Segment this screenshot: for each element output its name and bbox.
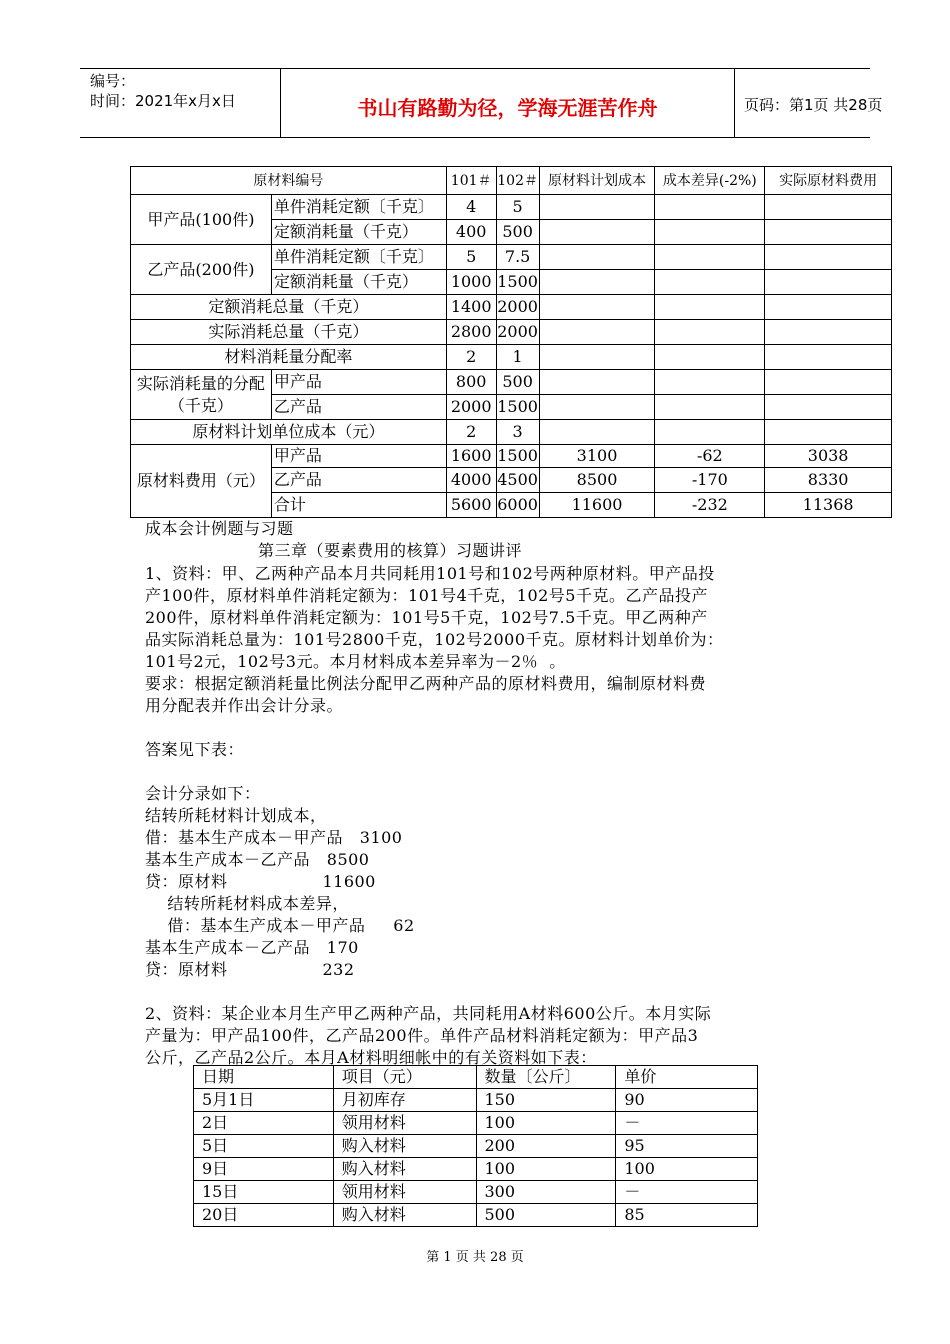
page-header: [80, 68, 883, 138]
cell: 3038: [765, 445, 892, 468]
header-left: [80, 69, 280, 137]
paragraph-line: 200件，原材料单件消耗定额为：101号5千克，102号7.5千克。甲乙两种产: [145, 608, 708, 627]
cell: 领用材料: [333, 1112, 476, 1135]
row-label: 原材料计划单位成本（元）: [131, 420, 447, 445]
cell: 5月1日: [194, 1089, 334, 1112]
cell: 8500: [539, 468, 655, 493]
header-cell: 102＃: [496, 167, 539, 195]
cell: 4: [446, 195, 496, 220]
cell: 5600: [446, 493, 496, 518]
paragraph-line: 用分配表并作出会计分录。: [145, 696, 344, 715]
table-row: [131, 320, 892, 345]
material-allocation-table: [130, 166, 892, 518]
cell: 7.5: [496, 245, 539, 270]
table-row: [131, 345, 892, 370]
header-right: [734, 69, 883, 137]
header-cell: 原材料编号: [131, 167, 447, 195]
row-label: 定额消耗量（千克）: [271, 270, 446, 295]
row-label: 定额消耗量（千克）: [271, 220, 446, 245]
cell: 领用材料: [333, 1181, 476, 1204]
table-row: [194, 1135, 758, 1158]
row-label: 乙产品: [271, 468, 446, 493]
row-label: 定额消耗总量（千克）: [131, 295, 447, 320]
motto: 书山有路勤为径，学海无涯苦作舟: [357, 96, 658, 120]
cell: 1000: [446, 270, 496, 295]
cell: 100: [476, 1112, 616, 1135]
cell: 月初库存: [333, 1089, 476, 1112]
paragraph-line: 产量为：甲产品100件，乙产品200件。单件产品材料消耗定额为：甲产品3: [145, 1026, 699, 1045]
material-ledger-table: [193, 1065, 758, 1227]
cell: 500: [476, 1204, 616, 1227]
cell: 11368: [765, 493, 892, 518]
cell: 15日: [194, 1181, 334, 1204]
cell: 200: [476, 1135, 616, 1158]
cell: 2日: [194, 1112, 334, 1135]
row-label: 甲产品(100件): [131, 195, 272, 245]
cell: －: [616, 1112, 758, 1135]
table-row: [194, 1066, 758, 1089]
section-title: 成本会计例题与习题: [145, 519, 294, 538]
cell: 2800: [446, 320, 496, 345]
row-label: 单件消耗定额〔千克〕: [271, 195, 446, 220]
header-cell: 日期: [194, 1066, 334, 1089]
journal-line: 结转所耗材料成本差异，: [145, 894, 349, 913]
cell: 2: [446, 345, 496, 370]
page-footer: 第 1 页 共 28 页: [426, 1250, 524, 1265]
header-center: [280, 69, 735, 137]
cell: 5日: [194, 1135, 334, 1158]
alloc-label-2: （千克）: [168, 395, 233, 415]
table-row: [131, 370, 892, 395]
cell: 500: [496, 220, 539, 245]
paragraph-line: 结转所耗材料计划成本，: [145, 806, 327, 825]
header-cell: 101＃: [446, 167, 496, 195]
row-label: 材料消耗量分配率: [131, 345, 447, 370]
table-row: [131, 295, 892, 320]
paragraph-line: 公斤，乙产品2公斤。本月A材料明细帐中的有关资料如下表：: [145, 1048, 597, 1067]
table-row: [131, 445, 892, 468]
cell: 购入材料: [333, 1158, 476, 1181]
cell: 2000: [496, 295, 539, 320]
row-label: 甲产品: [271, 445, 446, 468]
chapter-title: 第三章（要素费用的核算）习题讲评: [258, 541, 523, 560]
cell: 3: [496, 420, 539, 445]
table-row: [194, 1158, 758, 1181]
header-cell: 单价: [616, 1066, 758, 1089]
cell: 1500: [496, 395, 539, 420]
cell: 300: [476, 1181, 616, 1204]
cell: 1400: [446, 295, 496, 320]
cell: 20日: [194, 1204, 334, 1227]
journal-line: 借：基本生产成本－甲产品 62: [145, 916, 415, 935]
row-label: 实际消耗总量（千克）: [131, 320, 447, 345]
page-label: 页码：第1页 共28页: [744, 96, 883, 114]
cell: 2000: [446, 395, 496, 420]
cell: 400: [446, 220, 496, 245]
paragraph-line: 产100件，原材料单件消耗定额为：101号4千克，102号5千克。乙产品投产: [145, 586, 708, 605]
cell: 95: [616, 1135, 758, 1158]
table-row: [194, 1089, 758, 1112]
cell: 9日: [194, 1158, 334, 1181]
cell: -62: [655, 445, 765, 468]
header-cell: 原材料计划成本: [539, 167, 655, 195]
paragraph-line: 会计分录如下：: [145, 784, 261, 803]
paragraph-line: 101号2元，102号3元。本月材料成本差异率为－2％ 。: [145, 652, 566, 671]
table-row: [194, 1112, 758, 1135]
cell: 100: [476, 1158, 616, 1181]
paragraph-line: 答案见下表：: [145, 740, 245, 759]
table-row: [131, 245, 892, 270]
cell: －: [616, 1181, 758, 1204]
table-row: [131, 420, 892, 445]
journal-line: 基本生产成本－乙产品 170: [145, 938, 359, 957]
alloc-label-1: 实际消耗量的分配: [136, 373, 265, 393]
row-label: 乙产品: [271, 395, 446, 420]
header-cell: 项目（元）: [333, 1066, 476, 1089]
cell: 4000: [446, 468, 496, 493]
cell: 1500: [496, 270, 539, 295]
cell: 2000: [496, 320, 539, 345]
cell: 85: [616, 1204, 758, 1227]
journal-line: 借：基本生产成本－甲产品 3100: [145, 828, 403, 847]
journal-line: 贷：原材料 232: [145, 960, 355, 979]
cell: 2: [446, 420, 496, 445]
journal-line: 贷：原材料 11600: [145, 872, 376, 891]
cell: 4500: [496, 468, 539, 493]
paragraph-line: 要求：根据定额消耗量比例法分配甲乙两种产品的原材料费用，编制原材料费: [145, 674, 707, 693]
cell: 11600: [539, 493, 655, 518]
header-cell: 实际原材料费用: [765, 167, 892, 195]
cell: 5: [446, 245, 496, 270]
time-label: 时间：2021年x月x日: [90, 92, 236, 110]
cell: 1600: [446, 445, 496, 468]
cell: -170: [655, 468, 765, 493]
cell: 购入材料: [333, 1204, 476, 1227]
table-row: [194, 1181, 758, 1204]
row-label: 合计: [271, 493, 446, 518]
number-label: 编号：: [90, 72, 136, 90]
cell: 1500: [496, 445, 539, 468]
cell: 5: [496, 195, 539, 220]
paragraph-line: 1、资料：甲、乙两种产品本月共同耗用101号和102号两种原材料。甲产品投: [145, 564, 715, 583]
journal-line: 基本生产成本－乙产品 8500: [145, 850, 370, 869]
cell: 500: [496, 370, 539, 395]
table-row: [131, 195, 892, 220]
header-cell: 成本差异(-2%): [655, 167, 765, 195]
cell: 6000: [496, 493, 539, 518]
row-label: 原材料费用（元）: [131, 445, 272, 518]
cell: 90: [616, 1089, 758, 1112]
cell: 3100: [539, 445, 655, 468]
table-row: [131, 167, 892, 195]
cell: 100: [616, 1158, 758, 1181]
cell: 8330: [765, 468, 892, 493]
cell: 800: [446, 370, 496, 395]
cell: -232: [655, 493, 765, 518]
paragraph-line: 品实际消耗总量为：101号2800千克，102号2000千克。原材料计划单价为：: [145, 630, 724, 649]
row-label: 甲产品: [271, 370, 446, 395]
table-row: [194, 1204, 758, 1227]
row-label: 单件消耗定额〔千克〕: [271, 245, 446, 270]
cell: 购入材料: [333, 1135, 476, 1158]
row-label: 乙产品(200件): [131, 245, 272, 295]
header-cell: 数量〔公斤〕: [476, 1066, 616, 1089]
cell: 150: [476, 1089, 616, 1112]
row-label: [131, 370, 272, 420]
paragraph-line: 2、资料：某企业本月生产甲乙两种产品，共同耗用A材料600公斤。本月实际: [145, 1004, 712, 1023]
cell: 1: [496, 345, 539, 370]
